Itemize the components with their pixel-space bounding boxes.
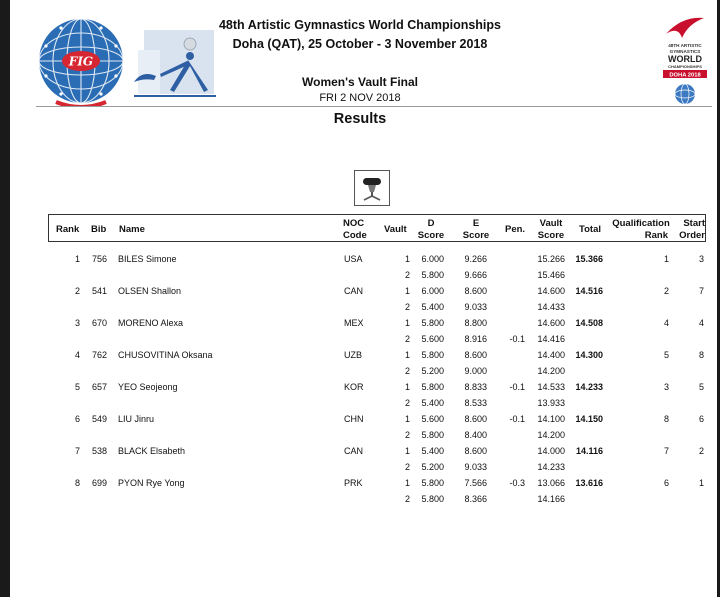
cell-score: 14.533 xyxy=(537,382,565,392)
location-dates: Doha (QAT), 25 October - 3 November 2018 xyxy=(232,37,488,51)
wch-line2: GYMNASTICS xyxy=(669,49,701,54)
cell-start-order: 2 xyxy=(698,446,704,456)
table-row-vault-2 xyxy=(48,427,706,443)
cell-d: 5.800 xyxy=(421,350,444,360)
table-row xyxy=(48,251,706,267)
cell-d: 5.400 xyxy=(421,302,444,312)
table-row xyxy=(48,283,706,299)
cell-score: 15.266 xyxy=(537,254,565,264)
cell-d: 5.600 xyxy=(421,414,444,424)
cell-pen: -0.1 xyxy=(509,414,525,424)
cell-total: 14.233 xyxy=(575,382,603,392)
cell-start-order: 3 xyxy=(698,254,704,264)
cell-bib: 762 xyxy=(91,350,107,360)
cell-e: 8.833 xyxy=(464,382,487,392)
cell-start-order: 6 xyxy=(698,414,704,424)
cell-score: 14.100 xyxy=(537,414,565,424)
cell-name: BLACK Elsabeth xyxy=(118,446,186,456)
table-row xyxy=(48,347,706,363)
cell-score: 15.466 xyxy=(537,270,565,280)
cell-bib: 538 xyxy=(91,446,107,456)
cell-total: 15.366 xyxy=(575,254,603,264)
cell-start-order: 7 xyxy=(698,286,704,296)
col-vault-score: Vault xyxy=(539,218,563,229)
cell-d: 5.800 xyxy=(421,430,444,440)
cell-e: 9.033 xyxy=(464,302,487,312)
cell-qual-rank: 1 xyxy=(663,254,669,264)
cell-noc: CAN xyxy=(344,446,364,456)
col-qualification: Qualification xyxy=(612,218,670,229)
cell-e: 8.600 xyxy=(464,286,487,296)
cell-score: 13.066 xyxy=(537,478,565,488)
cell-score: 14.400 xyxy=(537,350,565,360)
cell-d: 5.800 xyxy=(421,494,444,504)
cell-vault: 1 xyxy=(404,286,410,296)
vault-apparatus-icon xyxy=(354,170,390,206)
col-start-order: Order xyxy=(679,230,705,241)
cell-e: 8.366 xyxy=(464,494,487,504)
cell-vault: 2 xyxy=(404,430,410,440)
cell-qual-rank: 3 xyxy=(663,382,669,392)
cell-e: 9.666 xyxy=(464,270,487,280)
cell-start-order: 4 xyxy=(698,318,704,328)
cell-bib: 756 xyxy=(91,254,107,264)
cell-e: 8.600 xyxy=(464,350,487,360)
col-vault: Vault xyxy=(384,224,407,235)
cell-noc: MEX xyxy=(344,318,364,328)
wch-line1: 48TH ARTISTIC xyxy=(668,43,702,48)
cell-e: 9.033 xyxy=(464,462,487,472)
cell-name: MORENO Alexa xyxy=(118,318,184,328)
cell-score: 14.600 xyxy=(537,318,565,328)
cell-d: 5.200 xyxy=(421,462,444,472)
cell-total: 14.300 xyxy=(575,350,603,360)
cell-d: 5.800 xyxy=(421,270,444,280)
cell-vault: 2 xyxy=(404,334,410,344)
cell-total: 14.150 xyxy=(575,414,603,424)
cell-bib: 549 xyxy=(91,414,107,424)
cell-qual-rank: 4 xyxy=(663,318,669,328)
cell-vault: 2 xyxy=(404,494,410,504)
championship-title: 48th Artistic Gymnastics World Championships xyxy=(218,18,501,32)
cell-d: 5.800 xyxy=(421,318,444,328)
cell-e: 8.400 xyxy=(464,430,487,440)
cell-score: 14.000 xyxy=(537,446,565,456)
table-row-vault-2 xyxy=(48,395,706,411)
cell-rank: 3 xyxy=(74,318,80,328)
cell-vault: 1 xyxy=(404,414,410,424)
cell-name: LIU Jinru xyxy=(118,414,155,424)
cell-rank: 8 xyxy=(74,478,80,488)
cell-rank: 1 xyxy=(74,254,80,264)
cell-rank: 4 xyxy=(74,350,80,360)
cell-name: OLSEN Shallon xyxy=(118,286,182,296)
cell-d: 5.800 xyxy=(421,478,444,488)
cell-vault: 2 xyxy=(404,270,410,280)
col-pen: Pen. xyxy=(505,224,526,235)
cell-qual-rank: 2 xyxy=(663,286,669,296)
table-row-vault-2 xyxy=(48,459,706,475)
cell-d: 5.400 xyxy=(421,446,444,456)
cell-d: 6.000 xyxy=(421,286,444,296)
cell-d: 5.600 xyxy=(421,334,444,344)
col-noc: NOC xyxy=(343,218,365,229)
cell-e: 8.600 xyxy=(464,446,487,456)
col-d: D xyxy=(427,218,435,229)
header-divider xyxy=(36,106,712,107)
cell-pen: -0.3 xyxy=(509,478,525,488)
cell-d: 5.400 xyxy=(421,398,444,408)
cell-name: CHUSOVITINA Oksana xyxy=(118,350,213,360)
cell-start-order: 5 xyxy=(698,382,704,392)
fig-logo-text: FIG xyxy=(68,54,94,69)
cell-e: 8.600 xyxy=(464,414,487,424)
cell-e: 7.566 xyxy=(464,478,487,488)
cell-start-order: 8 xyxy=(698,350,704,360)
results-heading: Results xyxy=(333,111,387,127)
event-title: Women's Vault Final xyxy=(302,75,418,89)
wch-line5: DOHA 2018 xyxy=(669,72,701,79)
cell-vault: 1 xyxy=(404,350,410,360)
cell-score: 14.200 xyxy=(537,366,565,376)
cell-total: 14.116 xyxy=(575,446,603,456)
table-row xyxy=(48,443,706,459)
table-row-vault-2 xyxy=(48,491,706,507)
col-rank: Rank xyxy=(56,224,80,235)
col-total: Total xyxy=(579,224,601,235)
col-name: Name xyxy=(119,224,145,235)
cell-d: 5.200 xyxy=(421,366,444,376)
col-bib: Bib xyxy=(91,224,107,235)
cell-vault: 1 xyxy=(404,318,410,328)
cell-qual-rank: 6 xyxy=(663,478,669,488)
cell-qual-rank: 5 xyxy=(663,350,669,360)
col-qualification-rank: Rank xyxy=(644,230,668,241)
cell-bib: 541 xyxy=(91,286,107,296)
cell-name: BILES Simone xyxy=(118,254,177,264)
wch-line4: CHAMPIONSHIPS xyxy=(668,64,702,69)
col-noc-code: Code xyxy=(343,230,367,241)
cell-score: 14.233 xyxy=(537,462,565,472)
cell-score: 14.200 xyxy=(537,430,565,440)
cell-rank: 2 xyxy=(74,286,80,296)
cell-vault: 1 xyxy=(404,254,410,264)
table-row-vault-2 xyxy=(48,363,706,379)
cell-qual-rank: 8 xyxy=(663,414,669,424)
event-date: FRI 2 NOV 2018 xyxy=(319,92,401,104)
cell-noc: UZB xyxy=(344,350,362,360)
wch-line3: WORLD xyxy=(668,54,702,64)
cell-rank: 7 xyxy=(74,446,80,456)
cell-score: 13.933 xyxy=(537,398,565,408)
cell-pen: -0.1 xyxy=(509,334,525,344)
cell-total: 13.616 xyxy=(575,478,603,488)
window-left-edge xyxy=(0,0,10,597)
cell-name: PYON Rye Yong xyxy=(118,478,185,488)
col-d-score: Score xyxy=(417,230,445,241)
cell-d: 6.000 xyxy=(421,254,444,264)
cell-rank: 6 xyxy=(74,414,80,424)
table-row-vault-2 xyxy=(48,267,706,283)
col-e-score: Score xyxy=(462,230,490,241)
cell-noc: KOR xyxy=(344,382,364,392)
cell-vault: 1 xyxy=(404,478,410,488)
cell-score: 14.600 xyxy=(537,286,565,296)
cell-noc: USA xyxy=(344,254,363,264)
cell-e: 8.916 xyxy=(464,334,487,344)
cell-noc: PRK xyxy=(344,478,363,488)
cell-vault: 2 xyxy=(404,462,410,472)
table-row xyxy=(48,475,706,491)
results-table-header xyxy=(48,214,706,242)
cell-total: 14.508 xyxy=(575,318,603,328)
cell-noc: CHN xyxy=(344,414,364,424)
cell-vault: 2 xyxy=(404,366,410,376)
table-row-vault-2 xyxy=(48,331,706,347)
col-start: Start xyxy=(683,218,705,229)
cell-noc: CAN xyxy=(344,286,364,296)
cell-d: 5.800 xyxy=(421,382,444,392)
cell-pen: -0.1 xyxy=(509,382,525,392)
cell-qual-rank: 7 xyxy=(663,446,669,456)
table-row xyxy=(48,411,706,427)
cell-vault: 1 xyxy=(404,382,410,392)
cell-score: 14.166 xyxy=(537,494,565,504)
col-vault-score-2: Score xyxy=(537,230,565,241)
cell-bib: 670 xyxy=(91,318,107,328)
cell-e: 8.533 xyxy=(464,398,487,408)
cell-bib: 657 xyxy=(91,382,107,392)
cell-vault: 1 xyxy=(404,446,410,456)
table-row-vault-2 xyxy=(48,299,706,315)
cell-vault: 2 xyxy=(404,302,410,312)
cell-score: 14.433 xyxy=(537,302,565,312)
col-e: E xyxy=(472,218,480,229)
table-row xyxy=(48,379,706,395)
cell-rank: 5 xyxy=(74,382,80,392)
cell-start-order: 1 xyxy=(698,478,704,488)
cell-vault: 2 xyxy=(404,398,410,408)
cell-name: YEO Seojeong xyxy=(118,382,178,392)
cell-total: 14.516 xyxy=(575,286,603,296)
cell-e: 9.266 xyxy=(464,254,487,264)
cell-e: 9.000 xyxy=(464,366,487,376)
cell-bib: 699 xyxy=(91,478,107,488)
table-row xyxy=(48,315,706,331)
cell-score: 14.416 xyxy=(537,334,565,344)
cell-e: 8.800 xyxy=(464,318,487,328)
